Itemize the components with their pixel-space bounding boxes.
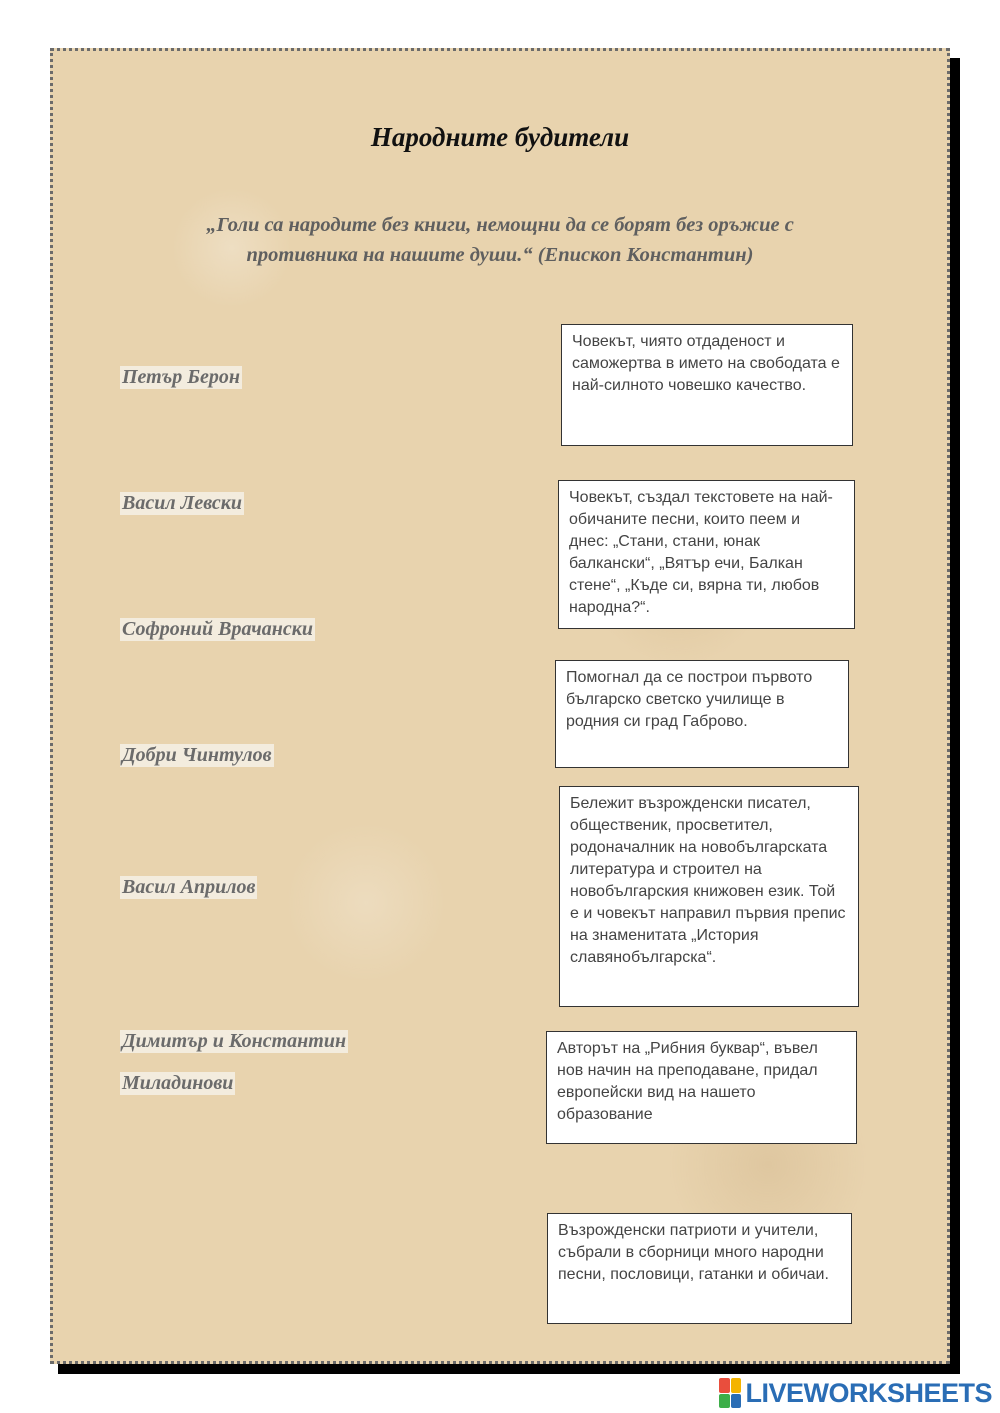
description-box-5[interactable]: Авторът на „Рибния буквар“, въвел нов начин на преподаване, придал европейски вид на нашето образование	[546, 1031, 857, 1144]
description-box-1[interactable]: Човекът, чиято отдаденост и саможертва в името на свободата е най-силното човешко качество.	[561, 324, 853, 446]
name-label-vrachanski[interactable]: Софроний Врачански	[122, 618, 313, 640]
logo-letter-v	[719, 1394, 730, 1409]
name-label-aprilov[interactable]: Васил Априлов	[122, 876, 256, 898]
description-box-3[interactable]: Помогнал да се построи първото българско светско училище в родния си град Габрово.	[555, 660, 849, 768]
description-box-2[interactable]: Човекът, създал текстовете на най-обичаните песни, които пеем и днес: „Стани, стани, юнак балкански“, „Вятър ечи, Балкан стене“, „Къде си, вярна ти, любов народна?“.	[558, 480, 855, 629]
name-label-chintulov[interactable]: Добри Чинтулов	[122, 744, 272, 766]
name-label-miladinovi-line2[interactable]: Миладинови	[122, 1072, 234, 1094]
logo-letter-i	[731, 1378, 742, 1393]
name-label-beron[interactable]: Петър Берон	[122, 366, 240, 388]
liveworksheets-logo-icon	[719, 1378, 741, 1408]
name-label-levski[interactable]: Васил Левски	[122, 492, 243, 514]
description-box-4[interactable]: Бележит възрожденски писател, общественик, просветител, родоначалник на новобългарската литература и строител на новобългарския книжовен език. Той е и човекът направил първия препис на знаменитата „История славянобългарска“.	[559, 786, 859, 1007]
epigraph-quote: „Голи са народите без книги, немощни да се борят без оръжие с противника на нашите души.“ (Епископ Константин)	[206, 214, 794, 266]
liveworksheets-logo-text: LIVEWORKSHEETS	[745, 1377, 992, 1408]
logo-letter-e	[731, 1394, 742, 1409]
page-shadow-bottom	[58, 1364, 960, 1374]
name-label-miladinovi-line1[interactable]: Димитър и Константин	[122, 1030, 347, 1052]
page-title: Народните будители	[370, 122, 630, 152]
page-shadow-right	[950, 58, 960, 1374]
logo-letter-l	[719, 1378, 730, 1393]
liveworksheets-logo	[719, 1376, 992, 1410]
description-box-6[interactable]: Възрожденски патриоти и учители, събрали в сборници много народни песни, пословици, гатанки и обичаи.	[547, 1213, 852, 1324]
